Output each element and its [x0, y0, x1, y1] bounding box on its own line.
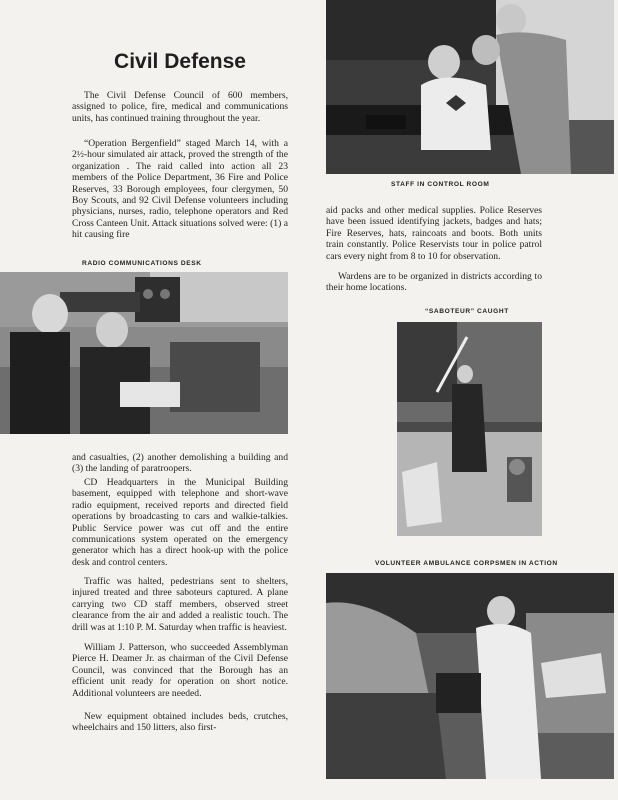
photo-control-room	[326, 0, 614, 174]
caption-saboteur: “SABOTEUR” CAUGHT	[425, 308, 509, 315]
caption-radio-desk: RADIO COMMUNICATIONS DESK	[82, 260, 202, 267]
page-title: Civil Defense	[114, 50, 246, 73]
saboteur-illustration	[397, 322, 542, 536]
control-room-illustration	[326, 0, 614, 174]
paragraph-new-equipment: New equipment obtained includes beds, crutches, wheelchairs and 150 litters, also first-	[72, 711, 288, 734]
ambulance-illustration	[326, 573, 614, 779]
photo-ambulance	[326, 573, 614, 779]
paragraph-traffic: Traffic was halted, pedestrians sent to shelters, injured treated and three saboteurs captured. A plane carrying two CD staff members, observed street clearance from the air and added a realistic touch. The drill was at 1:10 P. M. Saturday when traffic is heaviest.	[72, 576, 288, 633]
paragraph-wardens: Wardens are to be organized in districts according to their home locations.	[326, 271, 542, 294]
paragraph-operation-bergenfield: “Operation Bergenfield” staged March 14, with a 2½-hour simulated air attack, proved the strength of the organization . The raid called into action all 23 members of the Police Department, 36 Fire and Police Reserves, 33 Borough employees, four clergymen, 50 Boy Scouts, and 92 Civil Defense volunteers including physicians, nurses, radio, telephone operators and Red Cross Canteen Unit. Attack situations solved were: (1) a hit causing fire	[72, 138, 288, 241]
caption-ambulance: VOLUNTEER AMBULANCE CORPSMEN IN ACTION	[375, 560, 558, 567]
caption-control-room: STAFF IN CONTROL ROOM	[391, 181, 490, 188]
photo-radio-desk	[0, 272, 288, 434]
paragraph-patterson: William J. Patterson, who succeeded Assemblyman Pierce H. Deamer Jr. as chairman of the Civil Defense Council, was convinced that the Borough has an efficient unit ready for operation on short notice. Additional volunteers are needed.	[72, 642, 288, 699]
paragraph-council: The Civil Defense Council of 600 members, assigned to police, fire, medical and communications units, has continued training throughout the year.	[72, 90, 288, 124]
radio-desk-illustration	[0, 272, 288, 434]
paragraph-cd-headquarters: CD Headquarters in the Municipal Building basement, equipped with telephone and short-wave radio equipment, received reports and directed field operations by broadcasting to cars and walkie-talkies. Public Service power was cut off and the entire communications system operated on the emergency generator which has a direct hook-up with the police desk and control centers.	[72, 477, 288, 568]
photo-saboteur	[397, 322, 542, 536]
paragraph-raid-continued: and casualties, (2) another demolishing a building and (3) the landing of paratroopers.	[72, 452, 288, 475]
paragraph-medical-supplies: aid packs and other medical supplies. Police Reserves have been issued identifying jackets, badges and hats; Fire Reserves, hats, raincoats and boots. Both units train constantly. Police Reservists tour in police patrol cars every night from 8 to 10 for observation.	[326, 205, 542, 262]
